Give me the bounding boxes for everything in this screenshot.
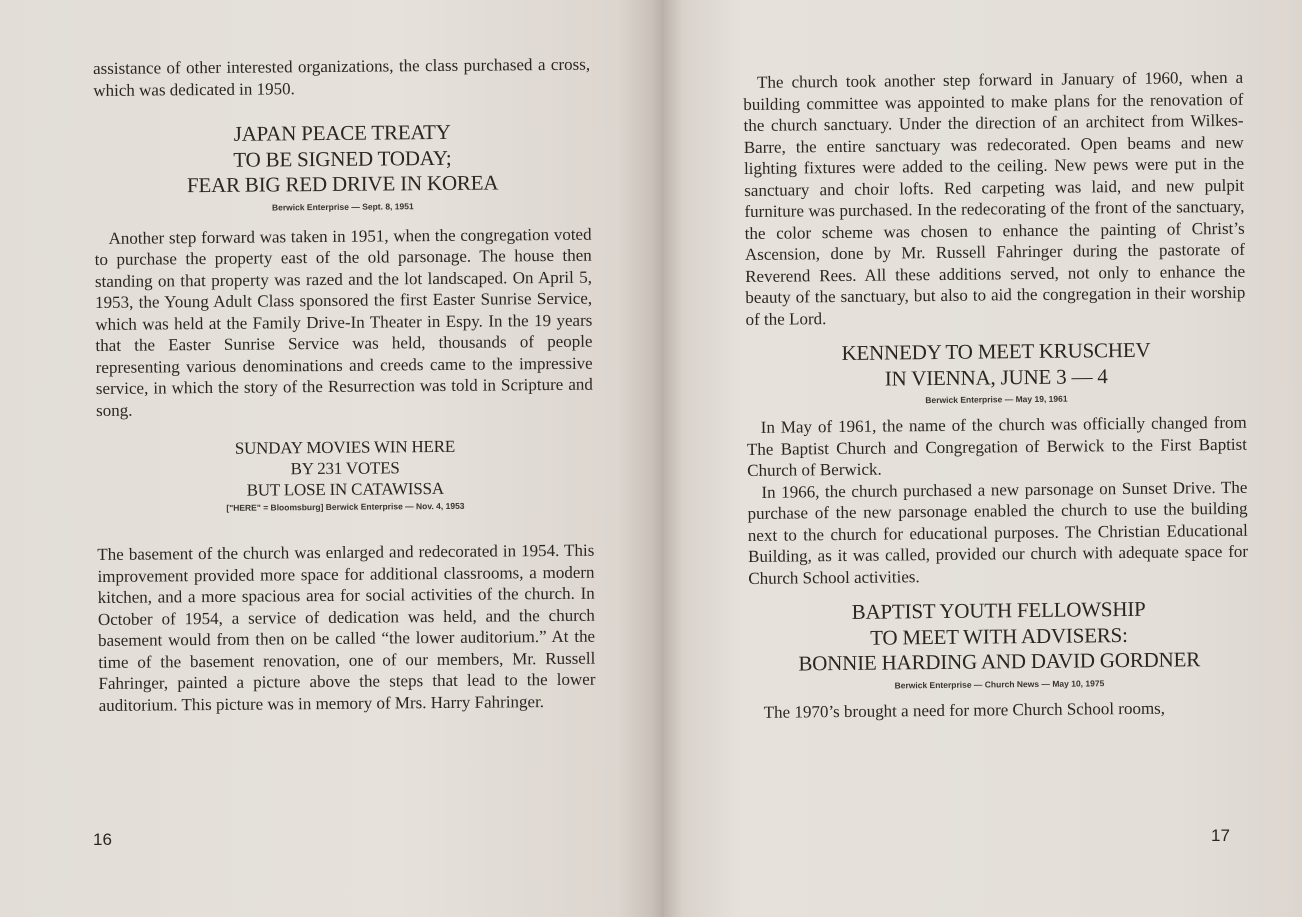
headline-line: IN VIENNA, JUNE 3 — 4 [884, 363, 1108, 391]
headline-line: KENNEDY TO MEET KRUSCHEV [841, 337, 1151, 365]
headline-line: FEAR BIG RED DRIVE IN KOREA [186, 170, 499, 198]
headline-source: ["HERE" = Bloomsburg] Berwick Enterprise — Nov. 4, 1953 [226, 500, 465, 513]
headline-sunday-movies [96, 435, 594, 514]
headline-japan-treaty [94, 119, 592, 214]
headline-line: BAPTIST YOUTH FELLOWSHIP [851, 596, 1146, 624]
headline-line: TO BE SIGNED TODAY; [233, 145, 452, 172]
right-column [743, 67, 1250, 723]
right-page [664, 0, 1302, 917]
paragraph-intro: assistance of other interested organizations, the class purchased a cross, which was dedicated in 1950. [93, 54, 591, 100]
page-number-right: 17 [1211, 826, 1230, 845]
headline-baptist-youth [749, 596, 1250, 692]
headline-kennedy [746, 337, 1247, 407]
headline-line: TO MEET WITH ADVISERS: [870, 622, 1128, 650]
headline-line: BUT LOSE IN CATAWISSA [246, 478, 444, 500]
headline-line: BONNIE HARDING AND DAVID GORDNER [798, 647, 1201, 676]
headline-line: SUNDAY MOVIES WIN HERE [234, 436, 456, 458]
paragraph-1961: In May of 1961, the name of the church was officially changed from The Baptist Church and Congregation of Berwick to the First Baptist Church of Berwick. [746, 412, 1248, 480]
headline-source: Berwick Enterprise — Church News — May 10, 1975 [894, 677, 1105, 690]
paragraph-1966: In 1966, the church purchased a new parsonage on Sunset Drive. The purchase of the new parsonage enabled the church to use the building next to the church for educational purposes. The Christian Educational Building, as it was called, provided our church with adequate space for Church School activities. [747, 477, 1249, 588]
headline-source: Berwick Enterprise — Sept. 8, 1951 [271, 200, 414, 212]
paragraph-1960: The church took another step forward in January of 1960, when a building committee was appointed to make plans for the renovation of the church sanctuary. Under the direction of an architect from Wilkes-Barre, the entire sanctuary was redecorated. Open beams and new lighting fixtures were added to the ceiling. New pews were put in the sanctuary and choir lofts. Red carpeting was laid, and new pulpit furniture was purchased. In the redecorating of the front of the sanctuary, the color scheme was chosen to enhance the painting of Christ’s Ascension, done by Mr. Russell Fahringer during the pastorate of Reverend Rees. All these additions served, not only to enhance the beauty of the sanctuary, but also to aid the congregation in their worship of the Lord. [743, 67, 1246, 329]
paragraph-1951: Another step forward was taken in 1951, when the congregation voted to purchase the property east of the old parsonage. The house then standing on that property was razed and the lot landscaped. On April 5, 1953, the Young Adult Class sponsored the first Easter Sunrise Service, which was held at the Family Drive-In Theater in Espy. In the 19 years that the Easter Sunrise Service was held, thousands of people representing various denominations and creeds came to the impressive service, in which the story of the Resurrection was told in Scripture and song. [94, 224, 593, 420]
headline-line: JAPAN PEACE TREATY [233, 119, 451, 146]
page-number-left: 16 [93, 830, 112, 849]
paragraph-1954: The basement of the church was enlarged and redecorated in 1954. This improvement provided more space for additional classrooms, a modern kitchen, and a more spacious area for social activities of the church. In October of 1954, a service of dedication was held, and the church basement would from then on be called “the lower auditorium.” At the time of the basement renovation, one of our members, Mr. Russell Fahringer, painted a picture above the steps that lead to the lower auditorium. This picture was in memory of Mrs. Harry Fahringer. [97, 540, 596, 715]
left-column [93, 54, 596, 716]
headline-line: BY 231 VOTES [290, 458, 400, 479]
headline-source: Berwick Enterprise — May 19, 1961 [925, 393, 1068, 406]
paragraph-1970: The 1970’s brought a need for more Church School rooms, [763, 698, 1166, 722]
